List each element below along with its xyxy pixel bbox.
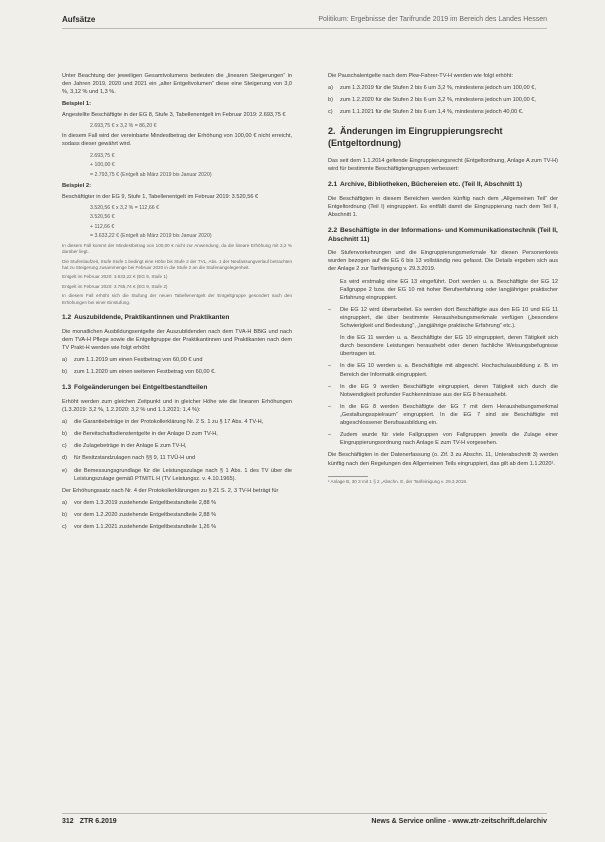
example-2-calc-2: 3.520,56 € xyxy=(90,214,115,221)
right-column xyxy=(328,72,558,485)
example-1-label: Beispiel 1: xyxy=(62,101,91,108)
list-item: – In die EG 8 werden Beschäftigte der EG 7 mit dem Heraushebungsmerkmal „Gestaltungsspielraum“ eingruppiert. In die EG 7 sind sie Beschäftigte mit abgeschlossener Berufsausbildung ein. xyxy=(328,403,558,427)
heading-2-1-title: Archive, Bibliotheken, Büchereien etc. (Teil II, Abschnitt 1) xyxy=(340,181,523,189)
list-item-text: zum 1.1.2021 für die Stufen 2 bis 6 um 1,4 %, mindestens jedoch 40,00 €. xyxy=(340,109,524,116)
example-2-calc-4: = 3.633,22 € (Entgelt ab März 2019 bis Januar 2020) xyxy=(90,233,212,240)
footer-website-link[interactable]: News & Service online - www.ztr-zeitschrift.de/archiv xyxy=(371,818,547,825)
section-2-text: Das seit dem 1.1.2014 geltende Eingruppierungsrecht (Entgeltordnung, Anlage A zum TV-H) wird für bestimmte Beschäftigtengruppen verbessert: xyxy=(328,157,558,173)
heading-2 xyxy=(328,126,558,149)
page-footer xyxy=(62,813,547,827)
section-2-2-text: Die Stufenvorkehrungen und die Eingruppierungsmerkmale für diesen Personenkreis wurden bezogen auf die EG 6 bis 13 vollständig neu gefasst. Die Details ergeben sich aus der Anlage 2 zur Tarifeinigung v. 29.3.2019. xyxy=(328,250,558,273)
example-2-calc-3: + 112,66 € xyxy=(90,223,115,230)
heading-2-2-title: Beschäftigte in der Informations- und Kommunikationstechnik (Teil II, Abschnitt 11) xyxy=(328,227,558,243)
small-note-1: Die Stufenlaufzeit, Stufe Stufe 1 bedingt eine Höhe bis Stufe 2 der TVL, Abs. 1 der Neufassungverlauf betrachten hat zu Steigerung zusammenge bei Februar 2020 in die Stufe 2 an die Stufenangelegenheit. xyxy=(62,258,293,271)
list-item-text: In die EG 9 werden Beschäftigte eingruppiert, deren Tätigkeit sich durch die Notwendigkeit profunder Fachkenntnisse aus der EG 8 heraushebt. xyxy=(340,383,558,398)
example-1-calc: 2.693,75 € x 3,2 % = 86,20 € xyxy=(90,122,157,129)
heading-2-1 xyxy=(328,181,558,190)
list-item: b) die Bereitschaftsdienstentgelte in der Anlage D zum TV-H, xyxy=(62,430,292,438)
heading-2-title: Änderungen im Eingruppierungsrecht (Entgeltordnung) xyxy=(328,126,503,148)
list-item: a) zum 1.3.2019 für die Stufen 2 bis 6 um 3,2 %, mindestens jedoch um 100,00 €, xyxy=(328,84,558,92)
list-item-text: die Bemessungsgrundlage für die Leistungszulage nach § 1 Abs. 1 des TV über die Leistungszulage gemäß PTM/TL H (TV Leistungsz. v. 4.10.1965). xyxy=(74,467,292,482)
list-item: – In die EG 10 werden u. a. Beschäftigte mit abgeschl. Hochschulausbildung z. B. im Bereich der Informatik eingruppiert. xyxy=(328,363,558,378)
list-item-text: In die EG 10 werden u. a. Beschäftigte mit abgeschl. Hochschulausbildung z. B. im Bereich der Informatik eingruppiert. xyxy=(340,363,558,378)
list-item-text: die Bereitschaftsdienstentgelte in der Anlage D zum TV-H, xyxy=(74,431,218,438)
example-2-label: Beispiel 2: xyxy=(62,183,91,190)
heading-2-1-number: 2.1 xyxy=(328,181,338,189)
list-item: e) die Bemessungsgrundlage für die Leistungszulage nach § 1 Abs. 1 des TV über die Leistungszulage gemäß PTM/TL H (TV Leistungsz. v. 4.10.1965). xyxy=(62,467,292,482)
heading-1-2-title: Auszubildende, Praktikantinnen und Praktikanten xyxy=(74,314,230,322)
list-item-text: zum 1.3.2019 für die Stufen 2 bis 6 um 3,2 %, mindestens jedoch um 100,00 €, xyxy=(340,85,536,92)
page-header xyxy=(62,13,547,29)
list-item: b) zum 1.1.2020 um einen weiteren Festbetrag von 60,00 €. xyxy=(62,368,292,376)
example-2-after: In diesem Fall kommt der Mindestbetrag von 100,00 € nicht zur Anwendung, da die lineare Erhöhung mit 3,2 % darüber liegt. xyxy=(62,242,292,255)
example-1-text: Angestellte Beschäftigte in der EG 8, Stufe 3, Tabellenentgelt im Februar 2019: 2.693,75 € xyxy=(62,111,286,118)
heading-2-number: 2. xyxy=(328,126,336,137)
list-item: a) die Garantiebeträge in der Protokollerklärung Nr. 2 S. 1 zu § 17 Abs. 4 TV-H, xyxy=(62,418,292,426)
list-item-text: zum 1.1.2019 um einen Festbetrag von 60,00 € und xyxy=(74,357,203,364)
list-item: a) zum 1.1.2019 um einen Festbetrag von 60,00 € und xyxy=(62,356,292,364)
heading-1-3 xyxy=(62,384,292,393)
list-item-text: vor dem 1.1.2021 zustehende Entgeltbestandteile 1,26 % xyxy=(74,524,217,531)
small-note-2: Entgelt im Februar 2020: 3.633,22 € (EG 9, Stufe 1) xyxy=(62,274,168,280)
page-number: 312 xyxy=(62,818,74,825)
list-item-text: In die EG 8 werden Beschäftigte der EG 7 mit dem Heraushebungsmerkmal „Gestaltungsspielraum“ eingruppiert. In die EG 7 sind sie Beschäftigte mit abgeschlossener Berufsausbildung ein. xyxy=(340,403,558,427)
section-1-2-text: Die monatlichen Ausbildungsentgelte der Auszubildenden nach dem TVA-H BBiG und nach dem TVA-H Pflege sowie die Entgeltgruppe der Praktikantinnen und Praktikanten nach dem TV Prakt-H werden wie folgt erhöht: xyxy=(62,328,292,351)
list-item: – In die EG 9 werden Beschäftigte eingruppiert, deren Tätigkeit sich durch die Notwendigkeit profunder Fachkenntnisse aus der EG 8 heraushebt. xyxy=(328,383,558,398)
small-note-3: Entgelt im Februar 2020: 3.765,74 € (EG 9, Stufe 2) xyxy=(62,283,168,289)
pkw-intro: Die Pauschalentgelte nach dem Pkw-Fahrer-TV-H werden wie folgt erhöht: xyxy=(328,73,513,79)
list-item-text: die Garantiebeträge in der Protokollerklärung Nr. 2 S. 1 zu § 17 Abs. 4 TV-H, xyxy=(74,419,264,426)
small-note-4: In diesem Fall erhöht sich die Stufung der neuen Tabellenentgelt der Entgeltgruppe gesondert nach den Erhöhungen bei einer Einstufung. xyxy=(62,293,292,305)
list-item: a) vor dem 1.3.2019 zustehende Entgeltbestandteile 2,88 % xyxy=(62,499,292,507)
example-1-calc-2: 2.693,75 € xyxy=(90,152,115,159)
header-section: Aufsätze xyxy=(62,15,96,24)
section-1-3-after: Der Erhöhungssatz nach Nr. 4 der Protokollerklärungen zu § 21 S. 2, 3 TV-H beträgt für xyxy=(62,487,279,494)
heading-1-2 xyxy=(62,314,292,323)
list-item-text: die Zulagebeträge in der Anlage E zum TV-H, xyxy=(74,443,187,450)
list-item: c) zum 1.1.2021 für die Stufen 2 bis 6 um 1,4 %, mindestens jedoch 40,00 €. xyxy=(328,108,558,116)
heading-2-2 xyxy=(328,227,558,244)
list-item-text: Zudem wurde für viele Fallgruppen von Fallgruppen jeweils die Zulage einer Eingruppierungsordnung nach Anlage E zum TV-H vorgesehen. xyxy=(340,432,558,447)
list-item-text: zum 1.2.2020 für die Stufen 2 bis 6 um 3,2 %, mindestens jedoch um 100,00 €, xyxy=(340,97,536,104)
list-item-text: vor dem 1.2.2020 zustehende Entgeltbestandteile 2,88 % xyxy=(74,511,217,518)
section-2-2-end: Die Beschäftigten in der Datenerfassung (o. Zif. 3 zu Abschn. 11, Unterabschnitt 3) werden künftig nach den Regelungen des Allgemeinen Teils eingruppiert, das gilt ab dem 1.1.2020¹. xyxy=(328,452,558,467)
list-item: b) vor dem 1.2.2020 zustehende Entgeltbestandteile 2,88 % xyxy=(62,511,292,519)
example-1-calc-4: = 2.793,75 € (Entgelt ab März 2019 bis Januar 2020) xyxy=(90,171,212,178)
section-2-2-p2: Es wird erstmalig eine EG 13 eingeführt. Dort werden u. a. Beschäftigte der EG 12 Fallgruppe 2 bzw. der EG 10 mit hoher Berufserfahrung oder langjähriger praktischer Erfahrung eingruppiert. xyxy=(340,278,558,301)
list-item: c) die Zulagebeträge in der Anlage E zum TV-H, xyxy=(62,442,292,450)
list-item: b) zum 1.2.2020 für die Stufen 2 bis 6 um 3,2 %, mindestens jedoch um 100,00 €, xyxy=(328,96,558,104)
list-item-text: zum 1.1.2020 um einen weiteren Festbetrag von 60,00 €. xyxy=(74,369,216,376)
list-item-text: Die EG 12 wird überarbeitet. Es werden dort Beschäftigte aus den EG 10 und EG 11 eingruppiert, die über bestimmte Heraushebungsmerkmale verfügen („besondere Schwierigkeit und Bedeutung“, „langjährige praktische Erfahrung“ etc.). xyxy=(340,306,558,330)
intro-paragraph: Unter Beachtung der jeweiligen Gesamtvolumens bedeuten die „linearen Steigerungen“ in den Jahren 2019, 2020 und 2021 ein „alter Entgeltvolumen“ diese eine Steigerung von 3,0 %, 3,12 % und 1,3 %. xyxy=(62,73,292,96)
list-item: c) vor dem 1.1.2021 zustehende Entgeltbestandteile 1,26 % xyxy=(62,523,292,531)
list-item-text: für Besitzstandzulagen nach §§ 9, 11 TVÜ-H und xyxy=(74,455,196,462)
footnote: ¹ Anlage B, 30 3 mit 1 § 2 „Abschn. E, der Tarifeinigung v. 29.3.2019. xyxy=(328,478,468,484)
example-2-calc: 3.520,56 € x 3,2 % = 112,66 € xyxy=(90,204,159,211)
footer-page xyxy=(62,817,117,827)
magazine-name: ZTR 6.2019 xyxy=(79,818,117,825)
list-item: – Zudem wurde für viele Fallgruppen von Fallgruppen jeweils die Zulage einer Eingruppierungsordnung nach Anlage E zum TV-H vorgesehen. xyxy=(328,432,558,447)
section-1-3-text: Erhöht werden zum gleichen Zeitpunkt und in gleicher Höhe wie die linearen Erhöhungen (1.3.2019: 3,2 %, 1.2.2020: 3,2 % und 1.1.2021: 1,4 %): xyxy=(62,398,292,413)
heading-1-3-number: 1.3 xyxy=(62,384,72,392)
example-1-calc-3: + 100,00 € xyxy=(90,162,115,169)
footnote-divider xyxy=(328,476,368,477)
heading-2-2-number: 2.2 xyxy=(328,227,338,235)
list-item-text: vor dem 1.3.2019 zustehende Entgeltbestandteile 2,88 % xyxy=(74,499,217,506)
list-item: – Die EG 12 wird überarbeitet. Es werden dort Beschäftigte aus den EG 10 und EG 11 eingruppiert, die über bestimmte Heraushebungsmerkmale verfügen („besondere Schwierigkeit und Bedeutung“, „langjährige praktische Erfahrung“ etc.). xyxy=(328,306,558,330)
list-item: d) für Besitzstandzulagen nach §§ 9, 11 TVÜ-H und xyxy=(62,454,292,462)
heading-1-3-title: Folgeänderungen bei Entgeltbestandteilen xyxy=(74,384,208,392)
left-column xyxy=(62,72,292,535)
section-2-1-text: Die Beschäftigten in diesem Bereichen werden künftig nach dem „Allgemeinen Teil“ der Entgeltordnung (Teil I) eingruppiert. Es entfällt damit die Eingruppierung nach dem Teil II, Abschnitt 1. xyxy=(328,195,558,218)
example-1-after: In diesem Fall wird der vereinbarte Mindestbetrag der Erhöhung von 100,00 € nicht erreicht, sodass dieser gewährt wird. xyxy=(62,133,292,148)
section-2-2-d1b: In die EG 11 werden u. a. Beschäftigte der EG 10 eingruppiert, deren Tätigkeit sich durch besondere Leistungen heraushebt oder denen fachliche Weisungsbefugnisse übertragen ist. xyxy=(340,335,558,358)
example-2-text: Beschäftigter in der EG 9, Stufe 1, Tabellenentgelt im Februar 2019: 3.520,56 € xyxy=(62,193,259,200)
header-title: Politikum: Ergebnisse der Tarifrunde 2019 im Bereich des Landes Hessen xyxy=(318,16,547,23)
heading-1-2-number: 1.2 xyxy=(62,314,72,322)
